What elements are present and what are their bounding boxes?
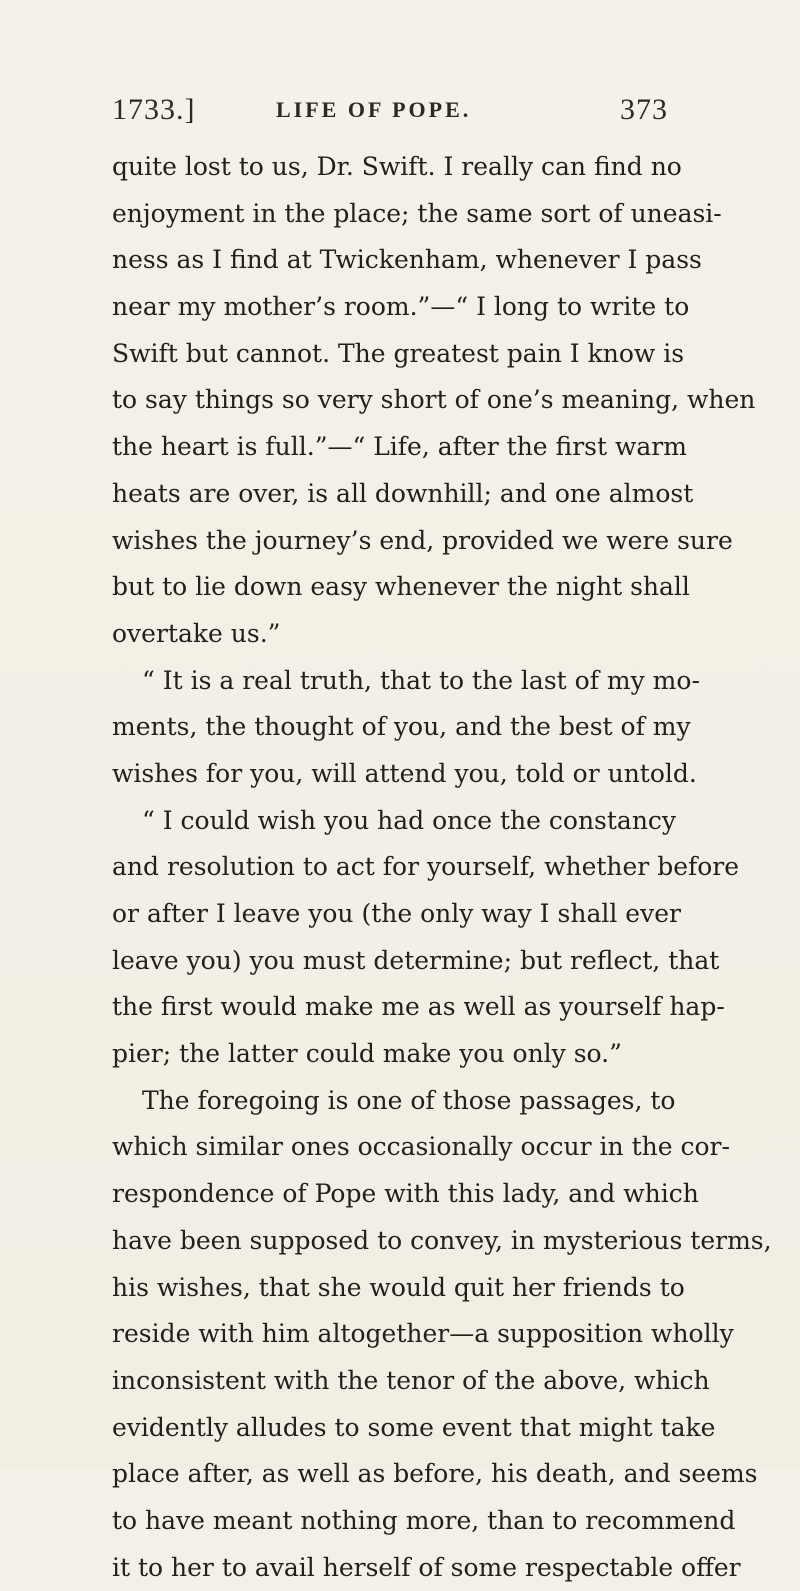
text-line: and resolution to act for yourself, whether before — [112, 852, 740, 882]
text-line: “ I could wish you had once the constancy — [142, 805, 677, 835]
text-line: his wishes, that she would quit her friends to — [112, 1272, 685, 1302]
running-head-title: LIFE OF POPE. — [276, 97, 472, 122]
running-head — [112, 93, 668, 133]
text-line: “ It is a real truth, that to the last of my mo- — [142, 665, 700, 695]
text-line: have been supposed to convey, in mysterious terms, — [112, 1225, 772, 1255]
page-number: 373 — [620, 93, 668, 126]
text-line: but to lie down easy whenever the night shall — [112, 572, 690, 602]
text-line: to say things so very short of one’s meaning, when — [112, 385, 756, 415]
text-line: inconsistent with the tenor of the above, which — [112, 1365, 710, 1395]
text-line: near my mother’s room.”—“ I long to write to — [112, 292, 690, 322]
text-line: or after I leave you (the only way I shall ever — [112, 899, 681, 928]
text-line: heats are over, is all downhill; and one almost — [112, 478, 694, 508]
text-line: to have meant nothing more, than to recommend — [112, 1505, 736, 1535]
text-line: pier; the latter could make you only so.” — [112, 1039, 622, 1069]
body-text — [112, 144, 772, 1591]
text-line: The foregoing is one of those passages, to — [142, 1085, 676, 1115]
text-line: ness as I find at Twickenham, whenever I pass — [112, 245, 702, 275]
text-line: place after, as well as before, his death, and seems — [112, 1459, 758, 1489]
text-line: quite lost to us, Dr. Swift. I really can find no — [112, 152, 682, 181]
text-line: wishes the journey’s end, provided we were sure — [112, 525, 733, 555]
text-line: evidently alludes to some event that might take — [112, 1412, 716, 1442]
running-head-year: 1733.] — [112, 93, 196, 126]
text-line: Swift but cannot. The greatest pain I know is — [112, 338, 685, 368]
text-line: enjoyment in the place; the same sort of uneasi- — [112, 198, 722, 228]
text-line: ments, the thought of you, and the best of my — [112, 712, 691, 742]
text-line: respondence of Pope with this lady, and which — [112, 1179, 699, 1209]
text-line: overtake us.” — [112, 618, 281, 648]
text-line: it to her to avail herself of some respectable offer — [112, 1552, 741, 1582]
text-line: wishes for you, will attend you, told or untold. — [112, 758, 697, 788]
text-line: which similar ones occasionally occur in the cor- — [112, 1132, 730, 1162]
text-line: the first would make me as well as yourself hap- — [112, 992, 725, 1022]
text-line: reside with him altogether—a supposition wholly — [112, 1319, 734, 1349]
text-line: the heart is full.”—“ Life, after the first warm — [112, 432, 687, 462]
text-line: leave you) you must determine; but reflect, that — [112, 945, 720, 975]
